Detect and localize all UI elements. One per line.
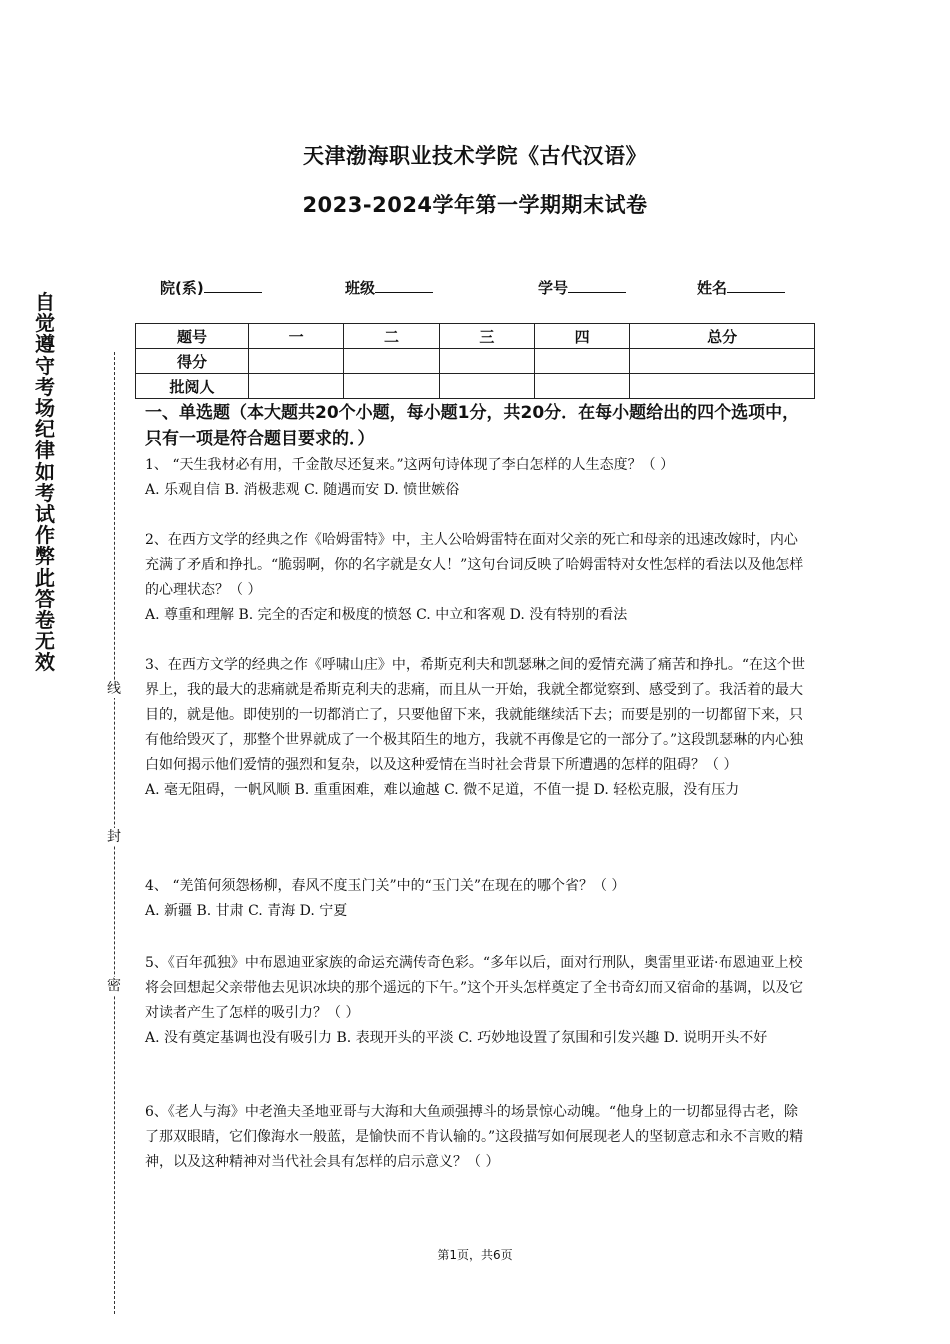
exam-discipline-notice: 自觉遵守考场纪律如考试作弊此答卷无效: [35, 290, 55, 675]
score-cell[interactable]: [534, 349, 629, 374]
header-label-cell: 题号: [136, 324, 249, 349]
student-id-label: 学号: [538, 279, 569, 297]
score-cell[interactable]: [344, 349, 439, 374]
grader-row: [136, 374, 815, 399]
name-blank[interactable]: [727, 278, 785, 293]
question-stem: 2、在西方文学的经典之作《哈姆雷特》中，主人公哈姆雷特在面对父亲的死亡和母亲的迅速改嫁时，内心充满了矛盾和挣扎。“脆弱啊，你的名字就是女人！”这句台词反映了哈姆雷特对女性怎样的看法以及他怎样的心理状态？（ ）: [145, 532, 804, 598]
question-stem: 4、 “羌笛何须怨杨柳，春风不度玉门关”中的“玉门关”在现在的哪个省？（ ）: [145, 878, 626, 894]
question-stem: 3、在西方文学的经典之作《呼啸山庄》中，希斯克利夫和凯瑟琳之间的爱情充满了痛苦和挣扎。“在这个世界上，我的最大的悲痛就是希斯克利夫的悲痛，而且从一开始，我就全都觉察到、感受到了。我活着的最大目的，就是他。即使别的一切都消亡了，只要他留下来，我就能继续活下去；而要是别的一切都留下来，只有他给毁灭了，那整个世界就成了一个极其陌生的地方，我就不再像是它的一部分了。”这段凯瑟琳的内心独白如何揭示他们爱情的强烈和复杂，以及这种爱情在当时社会背景下所遭遇的怎样的阻碍？（ ）: [145, 657, 806, 773]
page-number: 第1页，共6页: [437, 1248, 513, 1262]
grader-cell[interactable]: [534, 374, 629, 399]
binding-secret-char: 密: [104, 977, 124, 995]
question-5: [145, 951, 810, 1051]
column-3-header: 三: [439, 324, 534, 349]
score-cell[interactable]: [630, 349, 815, 374]
question-1: [145, 453, 810, 503]
exam-title-line2: 2023-2024学年第一学期期末试卷: [302, 193, 648, 217]
grader-cell[interactable]: [630, 374, 815, 399]
department-label: 院(系): [160, 279, 204, 297]
column-2-header: 二: [344, 324, 439, 349]
binding-line-char: 线: [104, 680, 124, 698]
question-options: A. 乐观自信 B. 消极悲观 C. 随遇而安 D. 愤世嫉俗: [145, 482, 460, 498]
question-stem: 5、《百年孤独》中布恩迪亚家族的命运充满传奇色彩。“多年以后，面对行刑队，奥雷里亚诺·布恩迪亚上校将会回想起父亲带他去见识冰块的那个遥远的下午。”这个开头怎样奠定了全书奇幻而又宿命的基调，以及它对读者产生了怎样的吸引力？（ ）: [145, 955, 804, 1021]
column-1-header: 一: [249, 324, 344, 349]
score-row: [136, 349, 815, 374]
department-field: [160, 277, 262, 298]
class-field: [345, 277, 433, 298]
class-blank[interactable]: [375, 278, 433, 293]
score-cell[interactable]: [249, 349, 344, 374]
question-4: [145, 874, 810, 924]
section-1-heading: 一、单选题（本大题共20个小题，每小题1分，共20分．在每小题给出的四个选项中，只有一项是符合题目要求的．）: [145, 403, 800, 449]
question-stem: 6、《老人与海》中老渔夫圣地亚哥与大海和大鱼顽强搏斗的场景惊心动魄。“他身上的一切都显得古老，除了那双眼睛，它们像海水一般蓝，是愉快而不肯认输的。”这段描写如何展现老人的坚韧意志和永不言败的精神，以及这种精神对当代社会具有怎样的启示意义？（ ）: [145, 1104, 804, 1170]
total-header: 总分: [630, 324, 815, 349]
question-options: A. 尊重和理解 B. 完全的否定和极度的愤怒 C. 中立和客观 D. 没有特别的看法: [145, 607, 628, 623]
question-options: A. 新疆 B. 甘肃 C. 青海 D. 宁夏: [145, 903, 348, 919]
grader-cell[interactable]: [344, 374, 439, 399]
score-table-header-row: [136, 324, 815, 349]
question-options: A. 毫无阻碍，一帆风顺 B. 重重困难，难以逾越 C. 微不足道，不值一提 D. 轻松克服，没有压力: [145, 782, 740, 798]
class-label: 班级: [345, 279, 376, 297]
exam-title-line1: 天津渤海职业技术学院《古代汉语》: [303, 144, 647, 168]
grader-cell[interactable]: [249, 374, 344, 399]
column-4-header: 四: [534, 324, 629, 349]
name-label: 姓名: [697, 279, 728, 297]
grader-cell[interactable]: [439, 374, 534, 399]
binding-seal-char: 封: [104, 828, 124, 846]
name-field: [697, 277, 785, 298]
question-3: [145, 653, 810, 803]
question-6: [145, 1100, 810, 1175]
score-cell[interactable]: [439, 349, 534, 374]
score-table: [135, 323, 815, 399]
question-2: [145, 528, 810, 628]
question-options: A. 没有奠定基调也没有吸引力 B. 表现开头的平淡 C. 巧妙地设置了氛围和引发兴趣 D. 说明开头不好: [145, 1030, 768, 1046]
student-id-blank[interactable]: [568, 278, 626, 293]
question-stem: 1、 “天生我材必有用，千金散尽还复来。”这两句诗体现了李白怎样的人生态度？（ ）: [145, 457, 675, 473]
student-id-field: [538, 277, 626, 298]
grader-row-label: 批阅人: [136, 374, 249, 399]
score-row-label: 得分: [136, 349, 249, 374]
department-blank[interactable]: [204, 278, 262, 293]
